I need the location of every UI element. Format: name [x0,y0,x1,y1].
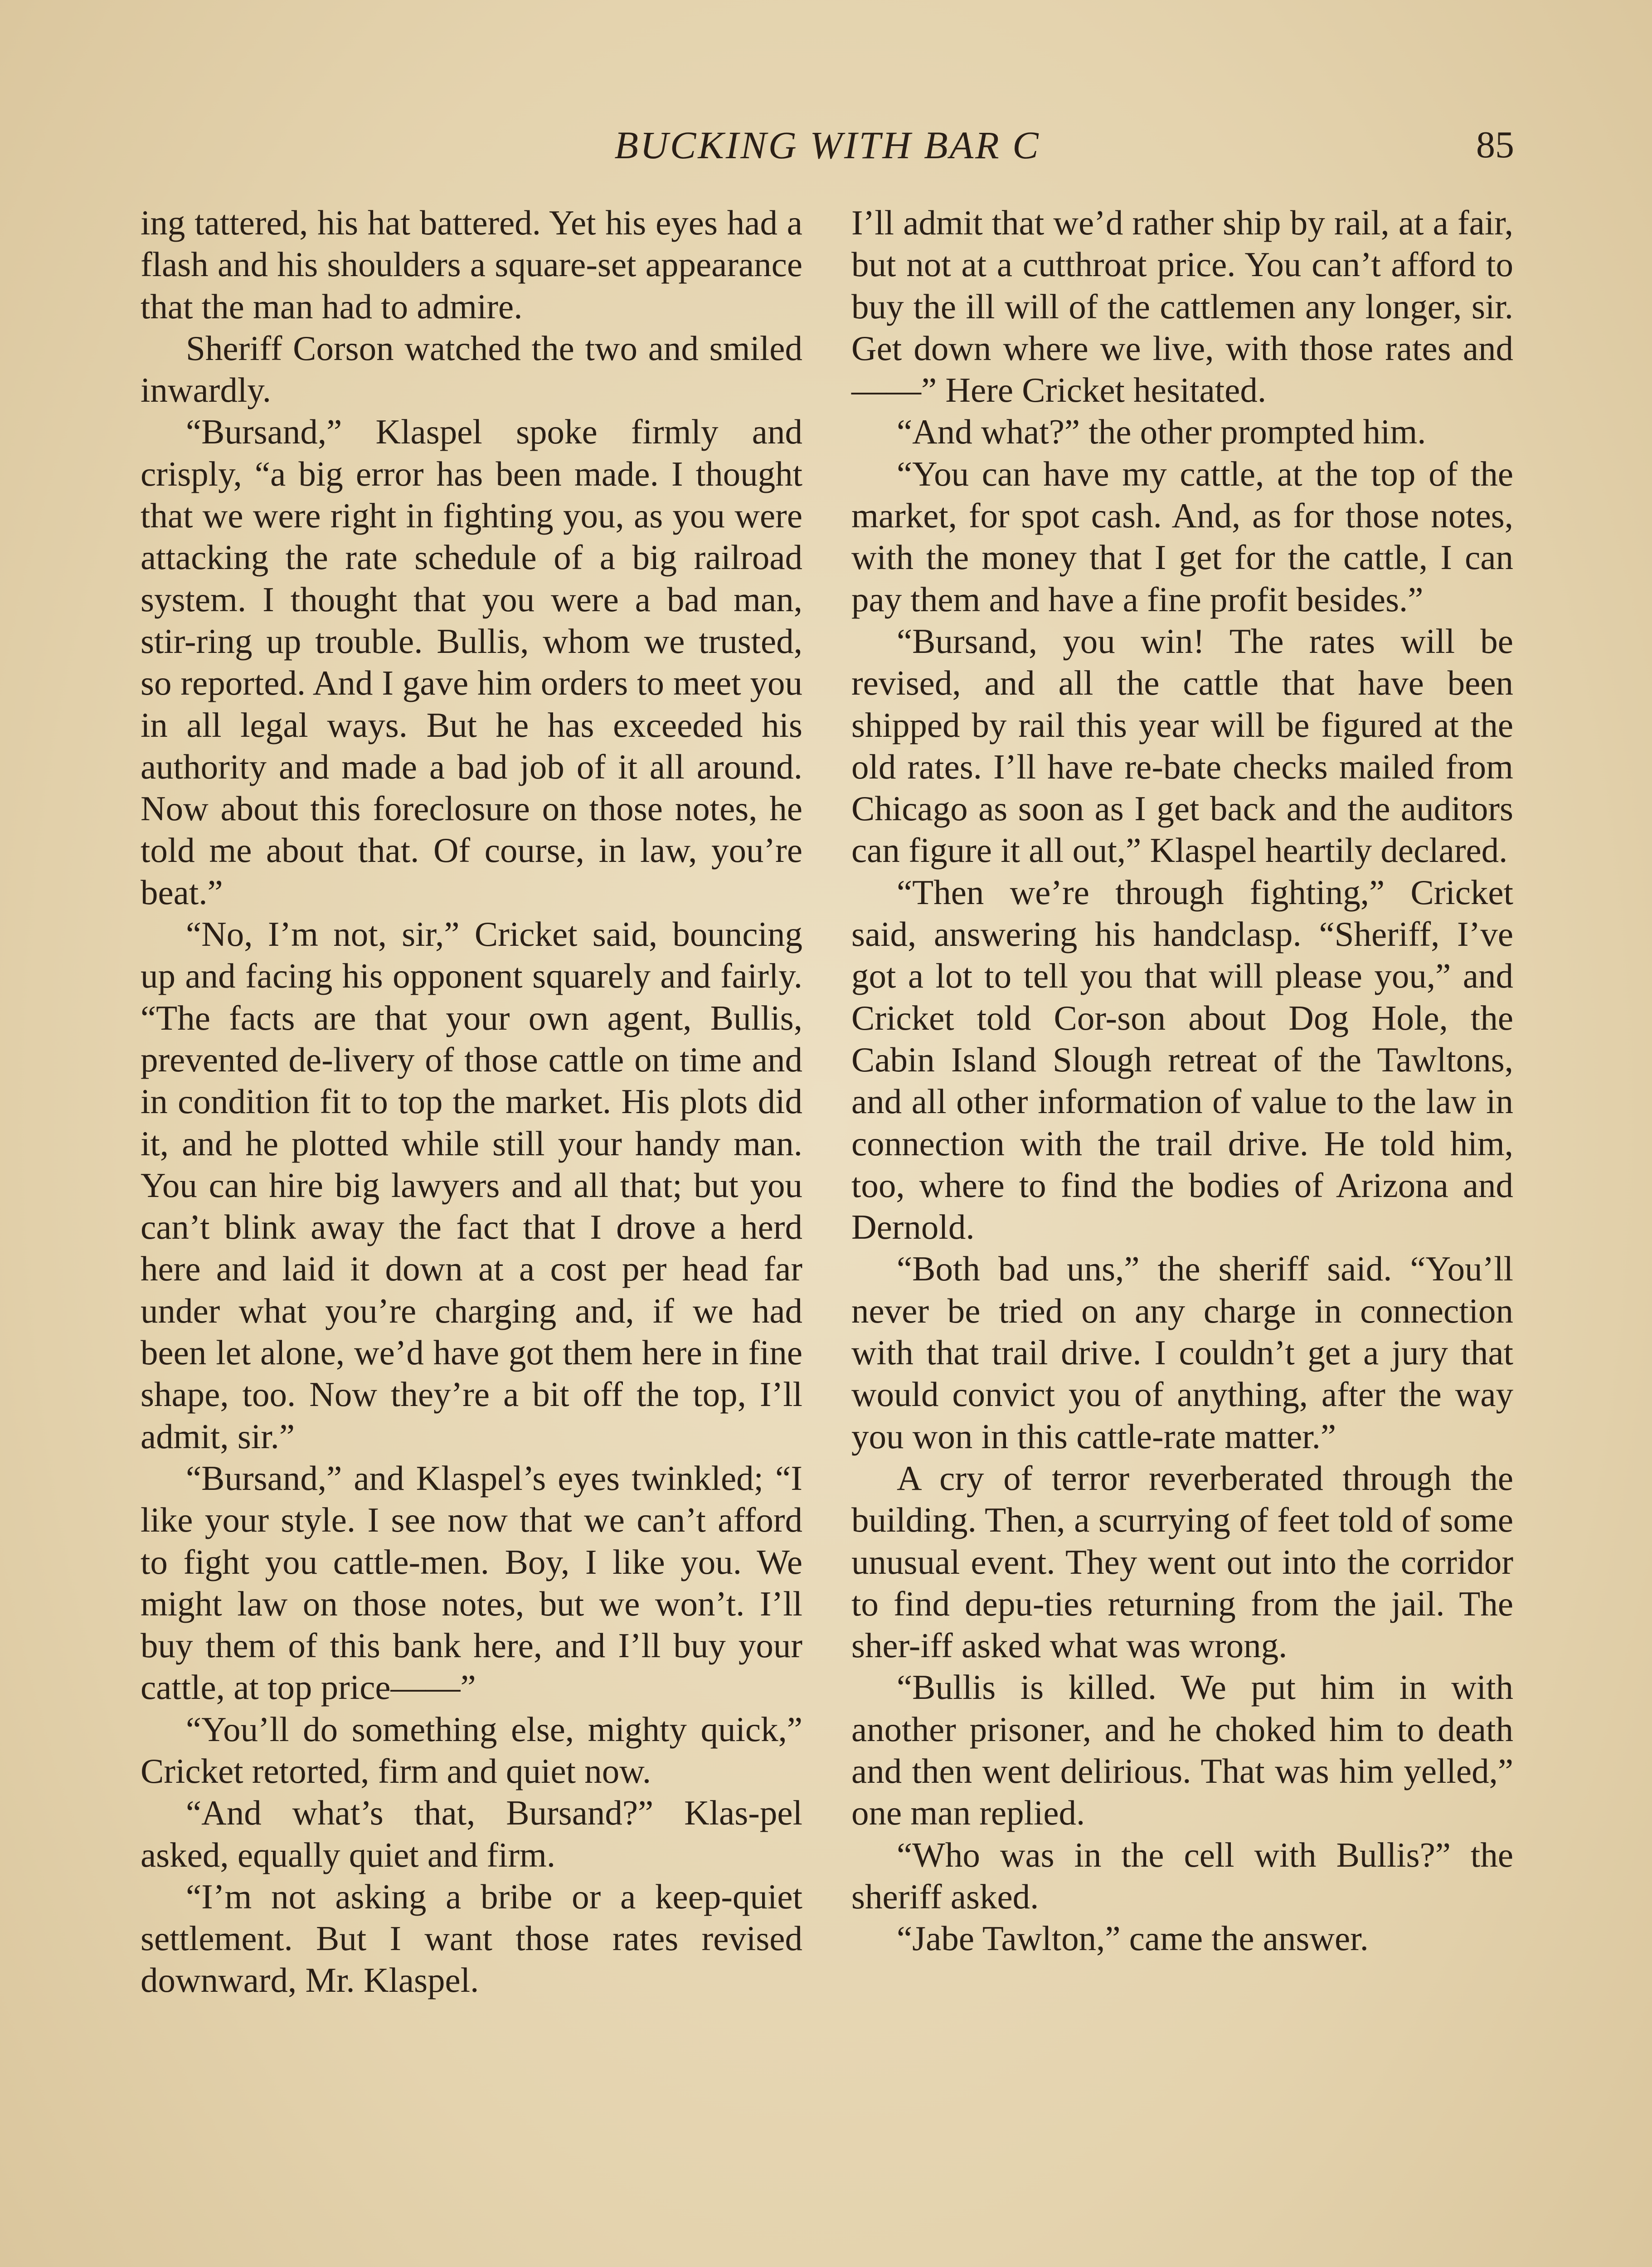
paragraph: “And what?” the other prompted him. [897,412,1426,452]
page-number: 85 [1476,124,1514,166]
paragraph: “Who was in the cell with Bullis?” the sheriff asked. [851,1835,1513,1916]
page-header [141,116,1514,175]
right-column [851,202,1513,1959]
paragraph: “You can have my cattle, at the top of the market, for spot cash. And, as for those notes, with the money that I get for the cattle, I can pay them and have a fine profit besides.” [851,454,1513,619]
paragraph: “I’m not asking a bribe or a keep-quiet settlement. But I want those rates revised downward, Mr. Klaspel. [141,1877,802,2000]
paragraph: “Bursand,” and Klaspel’s eyes twinkled; “I like your style. I see now that we can’t afford to fight you cattle-men. Boy, I like you. We might law on those notes, but we won’t. I’ll buy them of this bank here, and I’ll buy your cattle, at top price——” [141,1458,802,1707]
paragraph: “Bullis is killed. We put him in with another prisoner, and he choked him to death and then went delirious. That was him yelled,” one man replied. [851,1668,1513,1833]
paragraph: “No, I’m not, sir,” Cricket said, bouncing up and facing his opponent squarely and fairly. “The facts are that your own agent, Bullis, prevented de-livery of those cattle on time and in condition fit to top the market. His plots did it, and he plotted while still your handy man. You can hire big lawyers and all that; but you can’t blink away the fact that I drove a herd here and laid it down at a cost per head far under what you’re charging and, if we had been let alone, we’d have got them here in fine shape, too. Now they’re a bit off the top, I’ll admit, sir.” [141,915,802,1456]
paragraph: “Jabe Tawlton,” came the answer. [897,1919,1369,1958]
paragraph: “Both bad uns,” the sheriff said. “You’ll never be tried on any charge in connection with that trail drive. I couldn’t get a jury that would convict you of anything, after the way you won in this cattle-rate matter.” [851,1249,1513,1456]
paragraph: I’ll admit that we’d rather ship by rail, at a fair, but not at a cutthroat price. You can’t afford to buy the ill will of the cattlemen any longer, sir. Get down where we live, with those rates and——” Here Cricket hesitated. [851,203,1513,410]
running-title: BUCKING WITH BAR C [614,123,1040,167]
paragraph: Sheriff Corson watched the two and smiled inwardly. [141,328,802,410]
paragraph: “You’ll do something else, mighty quick,” Cricket retorted, firm and quiet now. [141,1709,802,1790]
paragraph: A cry of terror reverberated through the building. Then, a scurrying of feet told of some unusual event. They went out into the corridor to find depu-ties returning from the jail. The sher-iff asked what was wrong. [851,1458,1513,1665]
paragraph: ing tattered, his hat battered. Yet his eyes had a flash and his shoulders a square-set appearance that the man had to admire. [141,203,802,326]
paragraph: “And what’s that, Bursand?” Klas-pel asked, equally quiet and firm. [141,1793,802,1874]
left-column [141,202,802,2001]
paragraph: “Bursand, you win! The rates will be revised, and all the cattle that have been shipped by rail this year will be figured at the old rates. I’ll have re-bate checks mailed from Chicago as soon as I get back and the auditors can figure it all out,” Klaspel heartily declared. [851,621,1513,870]
paragraph: “Then we’re through fighting,” Cricket said, answering his handclasp. “Sheriff, I’ve got a lot to tell you that will please you,” and Cricket told Cor-son about Dog Hole, the Cabin Island Slough retreat of the Tawltons, and all other information of value to the law in connection with the trail drive. He told him, too, where to find the bodies of Arizona and Dernold. [851,872,1513,1247]
paragraph: “Bursand,” Klaspel spoke firmly and crisply, “a big error has been made. I thought that we were right in fighting you, as you were attacking the rate schedule of a big railroad system. I thought that you were a bad man, stir-ring up trouble. Bullis, whom we trusted, so reported. And I gave him orders to meet you in all legal ways. But he has exceeded his authority and made a bad job of it all around. Now about this foreclosure on those notes, he told me about that. Of course, in law, you’re beat.” [141,412,802,912]
